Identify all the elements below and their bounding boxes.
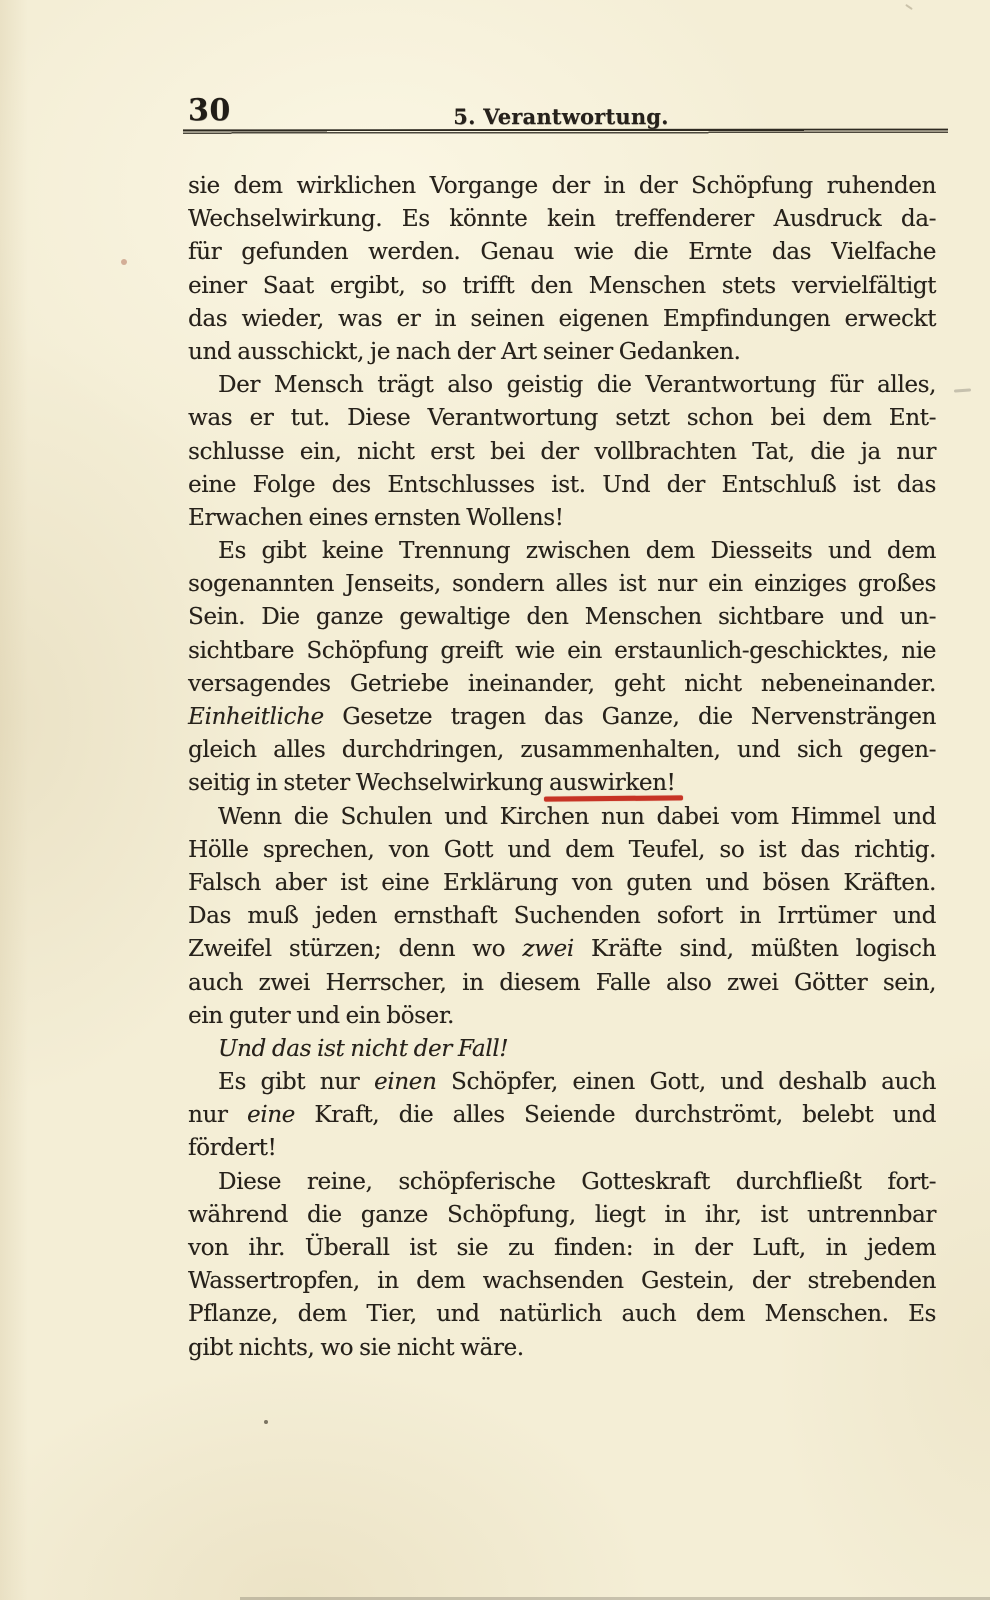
paper-speck: [264, 1420, 268, 1424]
text-line: [188, 1099, 936, 1132]
text-line: [188, 867, 936, 900]
text-segment: Wenn die Schulen und Kirchen nun dabei vom Himmel und: [218, 803, 936, 830]
text-segment: Diese reine, schöpferische Gotteskraft durchfließt fort-: [218, 1168, 936, 1195]
text-segment: von ihr. Überall ist sie zu finden: in der Luft, in jedem: [188, 1235, 936, 1261]
text-line: [188, 767, 936, 800]
text-line: [188, 502, 936, 535]
text-segment: Zweifel stürzen; denn wo: [188, 936, 523, 963]
text-segment: eine Folge des Entschlusses ist. Und der Entschluß ist das: [188, 471, 936, 498]
text-segment: Wechselwirkung. Es könnte kein treffenderer Ausdruck da-: [188, 206, 936, 233]
text-segment: für gefunden werden. Genau wie die Ernte das Vielfache: [188, 239, 936, 266]
text-segment: Erwachen eines ernsten Wollens!: [188, 504, 564, 531]
text-line: [188, 1033, 936, 1066]
text-segment: was er tut. Diese Verantwortung setzt schon bei dem Ent-: [188, 405, 936, 432]
header-rule: [183, 129, 948, 135]
text-segment: gleich alles durchdringen, zusammenhalten, und sich gegen-: [188, 737, 936, 764]
text-line: [188, 1066, 936, 1099]
text-line: [188, 303, 936, 336]
text-segment: Sein. Die ganze gewaltige den Menschen sichtbare und un-: [188, 604, 936, 631]
text-segment: zwei: [522, 936, 574, 963]
text-segment: seitig in steter Wechselwirkung: [188, 770, 549, 797]
text-segment: und ausschickt, je nach der Art seiner Gedanken.: [188, 338, 741, 365]
paper-speck: [905, 4, 913, 10]
text-line: [188, 1265, 936, 1298]
text-segment: Hölle sprechen, von Gott und dem Teufel, so ist das richtig.: [188, 836, 936, 863]
text-segment: Es gibt keine Trennung zwischen dem Diesseits und dem: [218, 538, 936, 565]
underlined-word: auswirken!: [548, 770, 676, 797]
page-number: 30: [188, 93, 231, 128]
text-segment: sichtbare Schöpfung greift wie ein erstaunlich-geschicktes, nie: [188, 637, 936, 664]
text-line: [188, 701, 936, 734]
paper-speck: [121, 259, 127, 265]
text-line: [188, 933, 936, 966]
text-segment: Gesetze tragen das Ganze, die Nervensträngen: [323, 704, 936, 730]
text-segment: während die ganze Schöpfung, liegt in ihr, ist untrennbar: [188, 1201, 936, 1228]
text-line: [188, 734, 936, 767]
text-segment: einen: [373, 1069, 437, 1096]
text-line: [188, 1132, 936, 1165]
text-line: [188, 535, 936, 568]
text-segment: einer Saat ergibt, so trifft den Menschen stets vervielfältigt: [188, 272, 936, 299]
text-segment: auch zwei Herrscher, in diesem Falle also zwei Götter sein,: [188, 969, 936, 996]
text-line: [188, 601, 936, 634]
text-segment: das wieder, was er in seinen eigenen Empfindungen erweckt: [188, 305, 936, 332]
text-line: [188, 203, 936, 236]
body-text: [188, 170, 936, 1365]
text-line: [188, 402, 936, 435]
text-segment: Der Mensch trägt also geistig die Verantwortung für alles,: [218, 372, 936, 399]
text-line: [188, 801, 936, 834]
text-segment: versagendes Getriebe ineinander, geht nicht nebeneinander.: [188, 670, 936, 697]
chapter-header: 5. Verantwortung.: [453, 104, 669, 129]
text-line: [188, 967, 936, 1000]
text-line: [188, 1166, 936, 1199]
text-segment: gibt nichts, wo sie nicht wäre.: [188, 1334, 524, 1361]
text-line: [188, 1298, 936, 1331]
paper-smudge: [954, 388, 971, 392]
text-segment: Schöpfer, einen Gott, und deshalb auch: [436, 1069, 936, 1096]
text-segment: schlusse ein, nicht erst bei der vollbrachten Tat, die ja nur: [188, 438, 936, 465]
text-segment: Falsch aber ist eine Erklärung von guten und bösen Kräften.: [188, 869, 936, 896]
text-line: [188, 635, 936, 668]
text-line: [188, 436, 936, 469]
text-line: [188, 668, 936, 701]
text-segment: Einheitliche: [188, 704, 324, 730]
text-line: [188, 1199, 936, 1232]
text-line: [188, 900, 936, 933]
text-line: [188, 469, 936, 502]
text-line: [188, 170, 936, 203]
text-line: [188, 369, 936, 402]
text-line: [188, 834, 936, 867]
text-segment: Kraft, die alles Seiende durchströmt, belebt und: [294, 1102, 936, 1129]
text-segment: ein guter und ein böser.: [188, 1002, 454, 1029]
text-segment: fördert!: [188, 1135, 277, 1162]
text-segment: nur: [188, 1102, 247, 1129]
text-line: [188, 1000, 936, 1033]
text-line: [188, 568, 936, 601]
text-line: [188, 1232, 936, 1265]
text-line: [188, 336, 936, 369]
text-segment: Pflanze, dem Tier, und natürlich auch dem Menschen. Es: [188, 1301, 936, 1328]
text-segment: sie dem wirklichen Vorgange der in der Schöpfung ruhenden: [188, 173, 936, 199]
text-segment: Und das ist nicht der Fall!: [218, 1035, 509, 1062]
text-line: [188, 270, 936, 303]
text-segment: Wassertropfen, in dem wachsenden Gestein, der strebenden: [188, 1268, 936, 1295]
text-segment: Das muß jeden ernsthaft Suchenden sofort in Irrtümer und: [188, 903, 936, 930]
text-line: [188, 236, 936, 269]
text-segment: Es gibt nur: [218, 1069, 374, 1096]
text-segment: eine: [246, 1102, 295, 1129]
text-segment: sogenannten Jenseits, sondern alles ist nur ein einziges großes: [188, 571, 936, 598]
text-segment: Kräfte sind, müßten logisch: [573, 936, 937, 963]
text-line: [188, 1332, 936, 1365]
